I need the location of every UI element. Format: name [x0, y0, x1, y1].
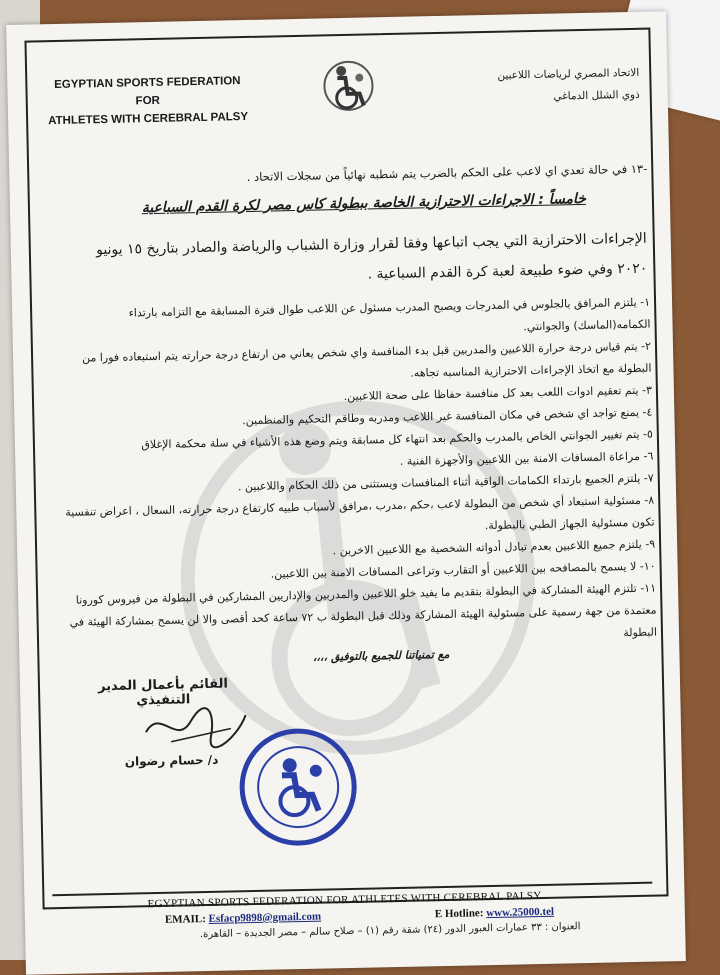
- list-item: ١٠- لا يسمح بالمصافحه بين اللاعبين أو التقارب وتراعى المسافات الامنة بين اللاعبين.: [270, 559, 656, 581]
- list-item: ١- يلتزم المرافق بالجلوس في المدرجات ويصبح المدرب مسئول عن اللاعب طوال فترة المسابقة مع التزامه بارتداء الكمامه(الماسك) والجوانتي.: [128, 295, 651, 334]
- list-item: ٥- يتم تغيير الجوانتي الخاص بالمدرب والحكم بعد انتهاء كل مسابقة ويتم وضع هذه الأشياء في سلة محكمة الإغلاق: [141, 427, 653, 452]
- intro-line-1: الإجراءات الاحترازية التي يجب اتباعها وفقا لقرار وزارة الشباب والرياضة والصادر بتاريخ ١٥ يونيو: [95, 230, 647, 259]
- list-item: ٤- يمنع تواجد اي شخص في مكان المنافسة غير اللاعب ومدربه وطاقم التحكيم والمنظمين.: [242, 405, 653, 428]
- closing-line: مع تمنياتنا للجميع بالتوفيق ،،،،: [312, 647, 450, 664]
- signatory-name: د/ حسام رضوان: [124, 752, 219, 769]
- list-item: ١١- تلتزم الهيئة المشاركة في البطولة بتقديم ما يفيد خلو اللاعبين والمدربين والإداريين المشاركين في البطولة من فيروس كورونا معتمدة من جهة رسمية على مسئولية الهيئة المشاركة وذلك قبل البطولة ب ٧٢ ساعة كحد أقصى والا لن يسمح بمشاركة الهيئة في البطولة: [69, 581, 658, 640]
- precautions-list: [50, 292, 657, 656]
- list-item: ٩- يلتزم جميع اللاعبين بعدم تبادل أدواته الشخصية مع اللاعبين الاخرين .: [332, 537, 656, 558]
- list-item: ٢- يتم قياس درجة حرارة اللاعبين والمدربين قبل بدء المنافسة واي شخص يعاني من ارتفاع درجة حرارته يتم استبعاده فورا من البطولة مع اتخاذ الإجراءات الاحترازية المناسبه تجاهه.: [81, 339, 652, 380]
- list-item: ٦- مراعاة المسافات الامنة بين اللاعبين والأجهزة الفنية .: [399, 449, 654, 468]
- header-arabic-line1: الاتحاد المصري لرياضات اللاعبين: [497, 66, 640, 82]
- header-english-line2: ATHLETES WITH CEREBRAL PALSY: [48, 110, 249, 128]
- hotline-link[interactable]: www.25000.tel: [486, 905, 555, 920]
- intro-line-2: ٢٠٢٠ وفي ضوء طبيعة لعبة كرة القدم السباعية .: [367, 260, 648, 283]
- list-item: ٣- يتم تعقيم ادوات اللعب بعد كل منافسة حفاظا على صحة اللاعبين.: [343, 383, 653, 404]
- footer-address: العنوان : ٣٣ عمارات العبور الدور (٢٤) شقة رقم (١) – صلاح سالم – مصر الجديدة – القاهرة.: [199, 921, 581, 941]
- list-item: ٨- مسئولية استبعاد أي شخص من البطولة لاعب ،حكم ،مدرب ،مرافق لأسباب طبيه كارتفاع درجة حرارته، السعال ، اعراض تنفسية تكون مسئولية الجهاز الطبي بالبطولة.: [65, 493, 655, 533]
- signatory-title: القائم بأعمال المدير التنفيذي: [97, 676, 229, 709]
- hotline-label: E Hotline:: [434, 907, 484, 921]
- header-arabic-line2: ذوي الشلل الدماغي: [553, 88, 640, 103]
- footer-email: [165, 911, 322, 926]
- list-item: ٧- يلتزم الجميع بارتداء الكمامات الواقية أثناء المنافسات ويستثنى من ذلك الحكام واللاعبين .: [237, 471, 654, 494]
- intro-paragraph: [47, 224, 648, 297]
- footer-title: EGYPTIAN SPORTS FEDERATION FOR ATHLETES WITH CEREBRAL PALSY: [147, 889, 542, 911]
- official-stamp: [233, 724, 364, 851]
- footer-hotline: [435, 906, 554, 920]
- header-arabic-name: [419, 62, 640, 111]
- email-link[interactable]: Esfacp9898@gmail.com: [208, 910, 322, 925]
- federation-logo: [319, 55, 378, 118]
- document-page: [6, 11, 686, 975]
- header-english-line1: EGYPTIAN SPORTS FEDERATION FOR: [54, 75, 241, 108]
- item-13: -١٣ في حالة تعدي اي لاعب على الحكم بالضرب يتم شطبه نهائياً من سجلات الاتحاد .: [246, 161, 648, 185]
- header-english-name: [47, 72, 248, 130]
- email-label: EMAIL:: [164, 913, 206, 926]
- section-title: خامساً : الاجراءات الاحترازية الخاصة ببطولة كاس مصر لكرة القدم السباعية: [141, 190, 587, 217]
